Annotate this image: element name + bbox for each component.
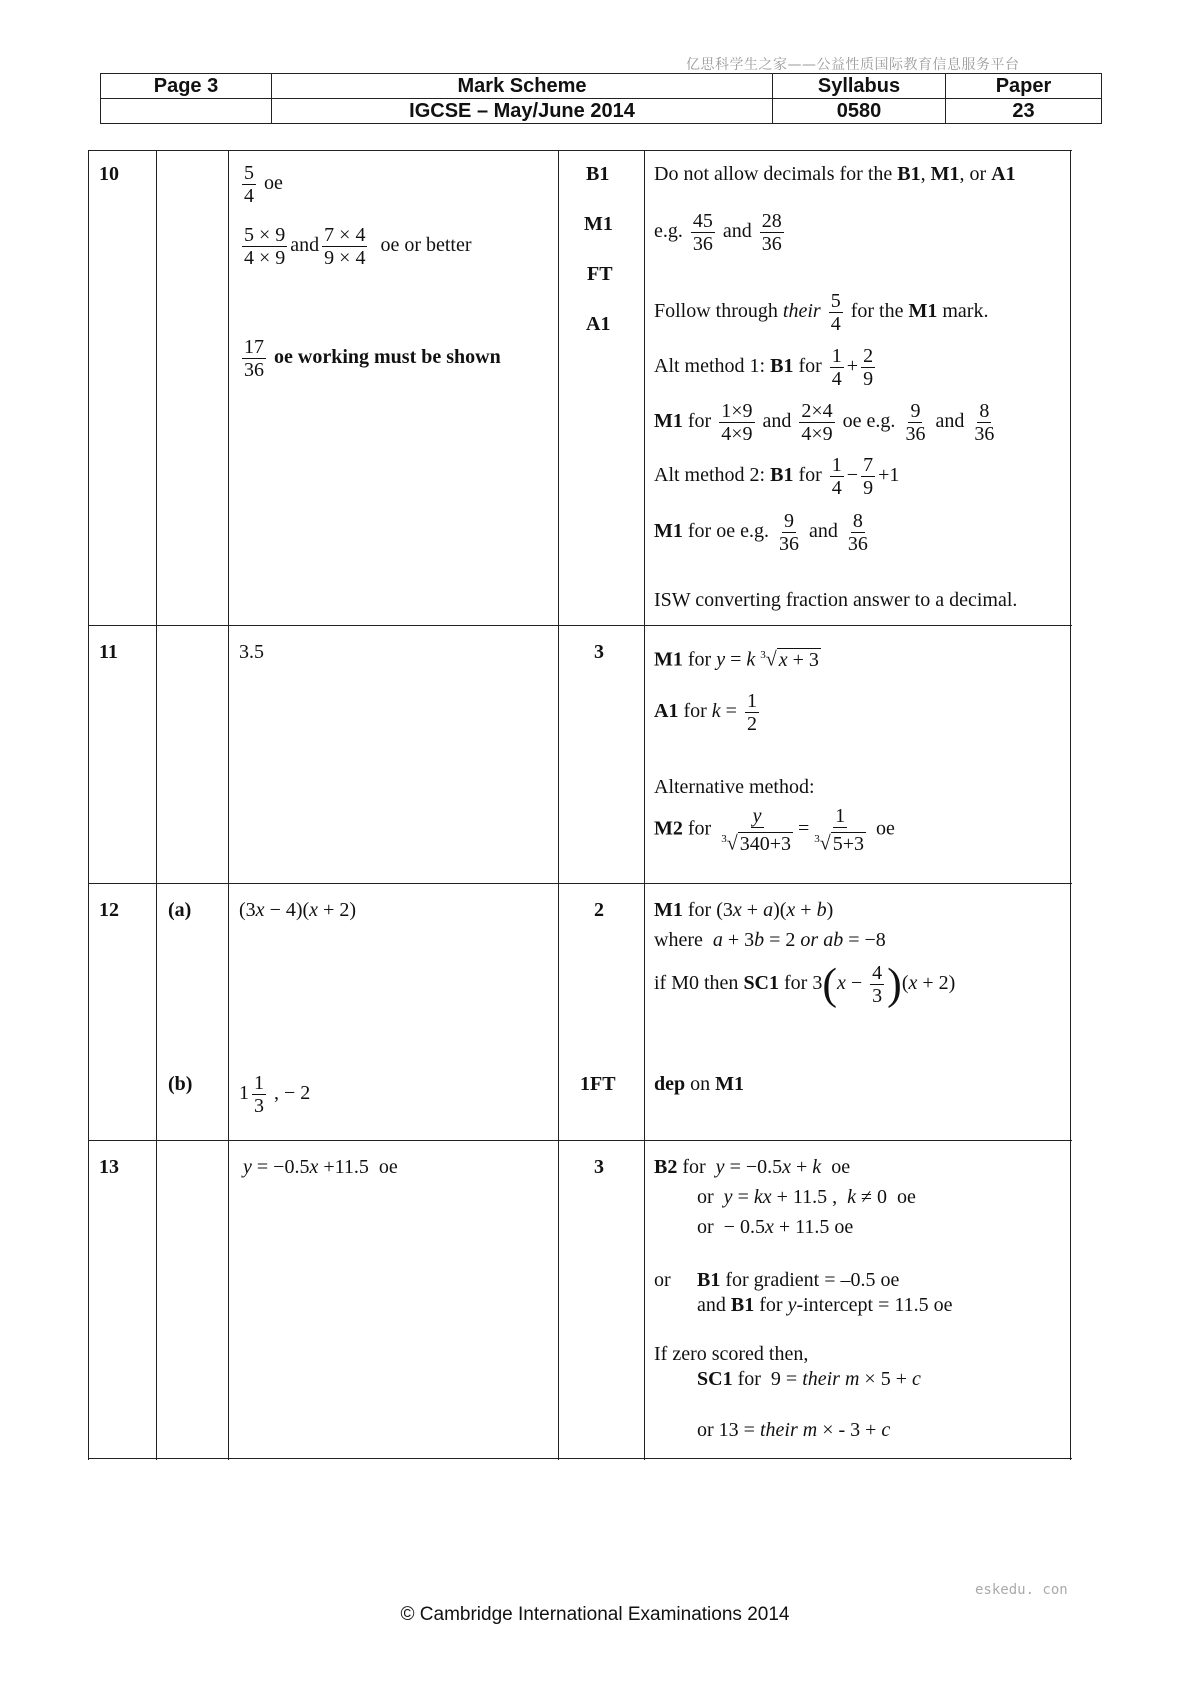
header-exam: IGCSE – May/June 2014 xyxy=(272,99,773,124)
q13-guidance-or2: or − 0.5x + 11.5 oe xyxy=(697,1216,854,1238)
q12-guidance-sc1: if M0 then SC1 for 3(x − $\frac{4}{3}$ )(x + 2) xyxy=(654,959,956,1009)
q12-part-b: (b) xyxy=(168,1073,193,1095)
header-page: Page 3 xyxy=(101,74,272,99)
q12-number: 12 xyxy=(99,899,119,921)
q12-answer-b: 1 $\frac{1}{3}$ , − 2 xyxy=(239,1072,311,1117)
q10-guidance-alt2: Alt method 2: B1 for $\frac{1}{4}$ − $\frac{7}{9}$ +1 xyxy=(654,454,900,499)
q11-guidance-m1: M1 for y = k $^3$√ x + 3 xyxy=(654,648,819,671)
q10-guidance-intro: Do not allow decimals for the B1, M1, or A1 xyxy=(654,163,1016,185)
header-title: Mark Scheme xyxy=(272,74,773,99)
q13-guidance-sc1-a: SC1 for 9 = their m × 5 + c xyxy=(697,1368,921,1390)
q12-guidance-where: where a + 3b = 2 or ab = −8 xyxy=(654,929,886,951)
q10-answer-line1: $\frac{5}{4}$ oe xyxy=(244,162,283,207)
q13-guidance-sc1-b: or 13 = their m × - 3 + c xyxy=(697,1419,891,1441)
q11-guidance-m2: M2 for $\frac{y}{^3√ 340+3}$ = $\frac{1}{^3√ 5+3}$ oe xyxy=(654,805,895,855)
q10-guidance-alt1-m1: M1 for $\frac{1\times 9}{4\times 9}$ and $\frac{2\times 4}{4\times 9}$ oe e.g. $\frac{9}{36}$ and $\frac{8}{36}$ xyxy=(654,400,995,445)
q13-guidance-b1-intercept: and B1 for y-intercept = 11.5 oe xyxy=(697,1294,953,1316)
q12-marks-b: 1FT xyxy=(580,1073,616,1095)
q13-guidance-ifzero: If zero scored then, xyxy=(654,1343,809,1365)
header-syllabus: 0580 xyxy=(773,99,946,124)
q13-guidance-b2: B2 for y = −0.5x + k oe xyxy=(654,1156,851,1178)
q13-number: 13 xyxy=(99,1156,119,1178)
header-syllabus-label: Syllabus xyxy=(773,74,946,99)
q12-answer-a: (3x − 4)(x + 2) xyxy=(239,899,357,921)
q12-guidance-dep: dep on M1 xyxy=(654,1073,745,1095)
q10-number: 10 xyxy=(99,163,119,185)
q11-guidance-a1: A1 for k = $\frac{1}{2}$ xyxy=(654,690,757,735)
q12-marks-a: 2 xyxy=(594,899,604,921)
q10-mark-a1: A1 xyxy=(586,313,611,335)
q10-guidance-isw: ISW converting fraction answer to a decimal. xyxy=(654,589,1018,611)
footer-copyright: © Cambridge International Examinations 2014 xyxy=(400,1604,790,1625)
header-paper: 23 xyxy=(946,99,1102,124)
q10-mark-ft: FT xyxy=(587,263,613,285)
q10-answer-line2: $\frac{5 \times 9}{4 \times 9}$ and $\frac{7 \times 4}{9 \times 4}$ oe or better xyxy=(244,224,472,269)
site-watermark: eskedu. con xyxy=(975,1582,1068,1598)
q12-guidance-m1: M1 for (3x + a)(x + b) xyxy=(654,899,834,921)
header-paper-label: Paper xyxy=(946,74,1102,99)
q13-marks: 3 xyxy=(594,1156,604,1178)
q11-guidance-alt: Alternative method: xyxy=(654,776,815,798)
q13-answer: y = −0.5x +11.5 oe xyxy=(243,1156,398,1178)
q10-guidance-eg: e.g. $\frac{45}{36}$ and $\frac{28}{36}$ xyxy=(654,210,782,255)
header-table xyxy=(100,73,1102,124)
header-blank xyxy=(101,99,272,124)
q10-guidance-alt2-m1: M1 for oe e.g. $\frac{9}{36}$ and $\frac{8}{36}$ xyxy=(654,510,868,555)
mark-scheme-grid xyxy=(88,150,1072,1460)
q10-mark-m1: M1 xyxy=(584,213,613,235)
q10-guidance-follow: Follow through their $\frac{5}{4}$ for the M1 mark. xyxy=(654,290,989,335)
q12-part-a: (a) xyxy=(168,899,192,921)
q13-guidance-or1: or y = kx + 11.5 , k ≠ 0 oe xyxy=(697,1186,916,1208)
q11-answer: 3.5 xyxy=(239,641,264,663)
q10-mark-b1: B1 xyxy=(586,163,610,185)
q10-answer-final: $\frac{17}{36}$ oe working must be shown xyxy=(244,336,501,381)
q13-guidance-b1-or: or xyxy=(654,1269,671,1291)
watermark-text: 亿思科学生之家——公益性质国际教育信息服务平台 xyxy=(686,57,1020,73)
q10-guidance-alt1: Alt method 1: B1 for $\frac{1}{4}$ + $\frac{2}{9}$ xyxy=(654,345,874,390)
q11-marks: 3 xyxy=(594,641,604,663)
q13-guidance-b1-gradient: B1 for gradient = –0.5 oe xyxy=(697,1269,900,1291)
q11-number: 11 xyxy=(99,641,118,663)
